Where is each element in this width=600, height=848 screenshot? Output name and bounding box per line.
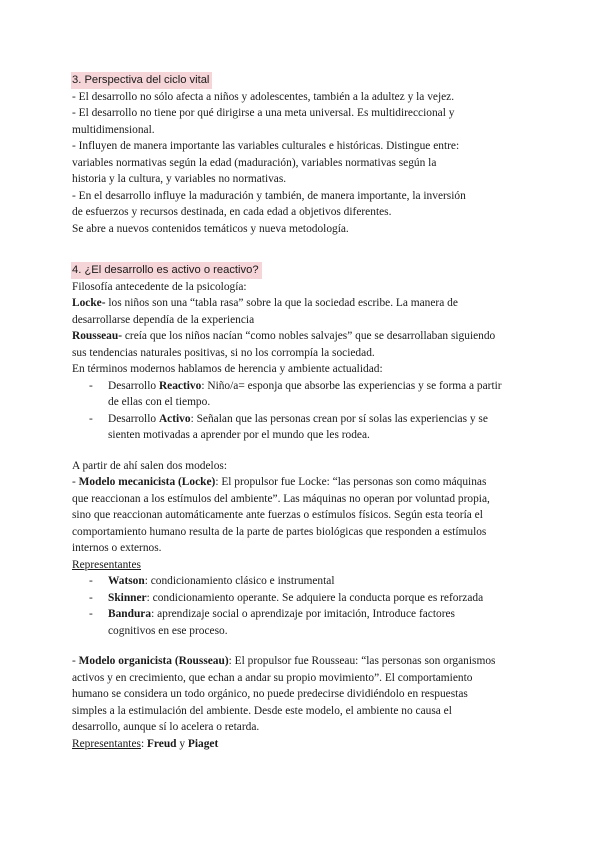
locke-continuation: desarrollarse dependía de la experiencia — [72, 313, 255, 326]
section-3-line: - En el desarrollo influye la maduración y también, de manera importante, la inversión — [72, 189, 466, 202]
bullet-reactivo: - Desarrollo Reactivo: Niño/a= esponja que absorbe las experiencias y se forma a partir — [89, 379, 502, 392]
locke-name: Locke- — [72, 297, 106, 309]
section-3-line: variables normativas según la edad (maduración), variables normativas según la — [72, 156, 437, 169]
organicista-title: Modelo organicista (Rousseau) — [78, 655, 229, 667]
section-3-line: de esfuerzos y recursos destinada, en cada edad a objetivos diferentes. — [72, 206, 392, 218]
organicista-line: humano se considera un todo orgánico, no puede predecirse dividiéndolo en respuestas — [72, 688, 468, 700]
section-3-line: multidimensional. — [72, 123, 155, 136]
rousseau-continuation: sus tendencias naturales positivas, si no los corrompía la sociedad. — [72, 346, 375, 359]
rousseau-text: creía que los niños nacían “como nobles salvajes” que se desarrollaban siguiendo — [122, 330, 496, 342]
section-3-line: Se abre a nuevos contenidos temáticos y nueva metodología. — [72, 222, 349, 235]
organicista-paragraph: - Modelo organicista (Rousseau): El propulsor fue Rousseau: “las personas son organismos — [72, 655, 496, 667]
section-3 — [72, 72, 532, 237]
mecanicista-paragraph: - Modelo mecanicista (Locke): El propulsor fue Locke: “las personas son como máquinas — [72, 476, 487, 488]
organicista-line: desarrollo, aunque sí lo acelera o retarda. — [72, 721, 260, 733]
bullet-activo: - Desarrollo Activo: Señalan que las personas crean por sí solas las experiencias y se — [89, 412, 488, 425]
reactivo-term: Reactivo — [158, 379, 202, 392]
section-3-line: historia y la cultura, y variables no normativas. — [72, 173, 287, 185]
representantes-2: Representantes: Freud y Piaget — [72, 737, 219, 750]
section-3-line: - Influyen de manera importante las variables culturales e históricas. Distingue entre: — [72, 140, 460, 152]
philosophy-intro: Filosofía antecedente de la psicología: — [72, 280, 247, 293]
section-3-heading: 3. Perspectiva del ciclo vital — [71, 72, 212, 89]
bullet-bandura: - Bandura: aprendizaje social o aprendizaje por imitación, Introduce factores — [89, 608, 455, 620]
locke-text: los niños son una “tabla rasa” sobre la que la sociedad escribe. La manera de — [105, 297, 458, 309]
bullet-activo-cont: sienten motivadas a aprender por el mundo que les rodea. — [108, 429, 370, 441]
section-3-line: - El desarrollo no tiene por qué dirigirse a una meta universal. Es multidireccional y — [72, 107, 455, 119]
mecanicista-line: que reaccionan a los estímulos del ambiente”. Las máquinas no operan por voluntad propia, — [72, 492, 490, 505]
mecanicista-line: sino que reaccionan automáticamente ante fuerzas o estímulos físicos. Según esta teoría el — [72, 509, 483, 521]
mecanicista-title: Modelo mecanicista (Locke) — [78, 476, 216, 488]
mecanicista-line: comportamiento humano resulta de la parte de partes biológicas que responden a estímulos — [72, 525, 487, 538]
section-3-line: - El desarrollo no sólo afecta a niños y adolescentes, también a la adultez y la vejez. — [72, 90, 455, 103]
mecanicista-line: internos o externos. — [72, 542, 162, 554]
organicista-line: simples a la estimulación del ambiente. Desde este modelo, el ambiente no causa el — [72, 704, 452, 717]
models-intro: A partir de ahí salen dos modelos: — [72, 459, 228, 472]
locke-paragraph — [72, 295, 532, 312]
bullet-skinner: - Skinner: condicionamiento operante. Se adquiere la conducta porque es reforzada — [89, 591, 484, 604]
activo-term: Activo — [158, 412, 191, 425]
bullet-bandura-cont: cognitivos en ese proceso. — [108, 624, 228, 637]
bullet-reactivo-cont: de ellas con el tiempo. — [108, 396, 211, 408]
rousseau-paragraph — [72, 328, 532, 345]
section-4 — [72, 262, 532, 752]
section-4-heading: 4. ¿El desarrollo es activo o reactivo? — [71, 262, 262, 279]
organicista-line: activos y en crecimiento, que echan a andar su propio movimiento”. El comportamiento — [72, 671, 473, 684]
rousseau-name: Rousseau- — [72, 330, 123, 342]
bullet-watson: - Watson: condicionamiento clásico e instrumental — [89, 575, 335, 587]
representantes-label: Representantes — [72, 558, 141, 571]
modern-terms: En términos modernos hablamos de herencia y ambiente actualidad: — [72, 363, 383, 375]
